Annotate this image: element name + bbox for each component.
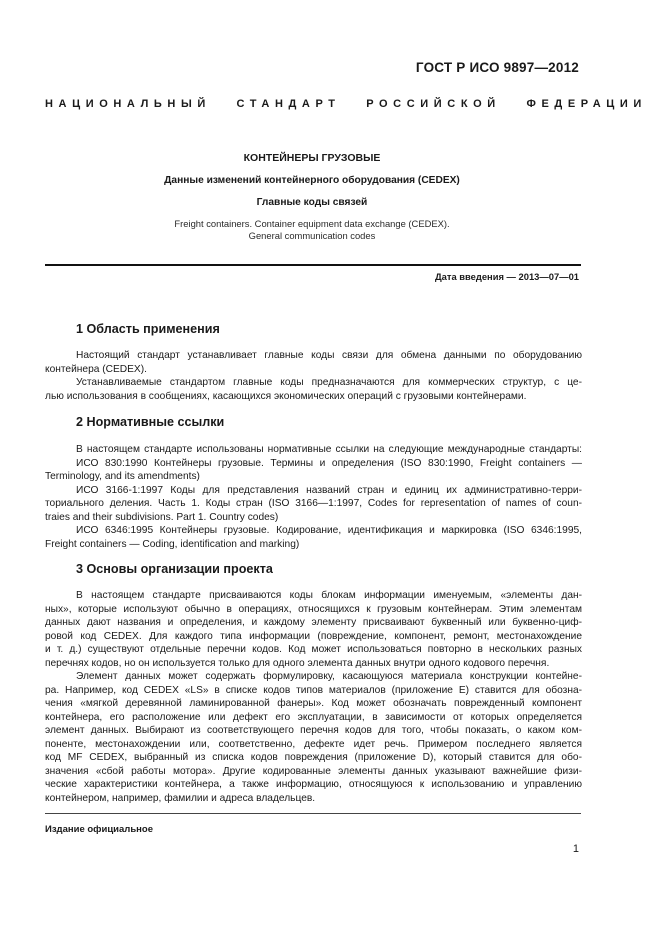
national-standard-heading: НАЦИОНАЛЬНЫЙ СТАНДАРТ РОССИЙСКОЙ ФЕДЕРАЦИИ (45, 98, 647, 110)
introduction-date: Дата введения — 2013—07—01 (434, 271, 579, 282)
text-line: данных дают названия и определения, и каждому элементу присваивают буквенный или буквенно-циф- (45, 617, 582, 628)
footer-divider (45, 813, 581, 814)
text-line: В настоящем стандарте использованы нормативные ссылки на следующие международные стандарты: (76, 444, 582, 455)
text-line: ИСО 3166-1:1997 Коды для представления названий стран и единиц их административно-терри- (76, 484, 582, 496)
section-2-body (45, 443, 582, 551)
section-3-title: 3 Основы организации проекта (76, 562, 273, 576)
title-ru-main: КОНТЕЙНЕРЫ ГРУЗОВЫЕ (243, 152, 381, 164)
text-line: Устанавливаемые стандартом главные коды предназначаются для коммерческих структур, с це- (76, 377, 582, 388)
text-line: В настоящем стандарте присваиваются коды блокам информации именуемым, «элементы дан- (76, 590, 582, 601)
text-line: ИСО 6346:1995 Контейнеры грузовые. Кодирование, идентификация и маркировка (ISO 6346:1995, (76, 525, 582, 536)
text-line: код MF CEDEX, выбранный из списка кодов повреждения (приложение D), который ставится для обо- (45, 752, 582, 763)
text-line: чения «мягкой деревянной ламинированной фанеры». Код может обозначать поврежденный компонент (45, 698, 582, 709)
text-line: контейнера, его расположение или дефект его эксплуатации, в зависимости от которых определяется (45, 711, 582, 723)
section-1-title: 1 Область применения (76, 322, 220, 336)
title-en-line-1: Freight containers. Container equipment data exchange (CEDEX). (174, 218, 450, 229)
title-ru-subtitle-2: Главные коды связей (256, 197, 368, 208)
text-line: значения «сбой работы мотора». Другие кодированные элементы данных указывают важнейшие физи- (45, 765, 582, 777)
text-line: ториального деления. Часть 1. Коды стран (ISO 3166—1:1997, Codes for representation of names of coun- (45, 498, 582, 509)
text-line: лью использования в сообщениях, касающихся экономических операций с грузовыми контейнерами. (45, 390, 527, 402)
text-line: перечнях кодов, но он используется только для одного элемента данных внутри одного кодового перечня. (45, 657, 550, 669)
text-line: ра. Например, код CEDEX «LS» в списке кодов типов материалов (приложение Е) ставится для обозна- (45, 684, 582, 696)
title-ru-subtitle: Данные изменений контейнерного оборудования (CEDEX) (164, 175, 460, 186)
section-3-body (45, 589, 582, 805)
text-line: Terminology, and its amendments) (45, 471, 200, 482)
header-divider (45, 264, 581, 266)
section-2-title: 2 Нормативные ссылки (76, 415, 225, 429)
title-en-line-2: General communication codes (248, 230, 376, 241)
text-line: Настоящий стандарт устанавливает главные коды связи для обмена данными по оборудованию (76, 350, 582, 361)
title-en (45, 218, 579, 242)
text-line: Freight containers — Coding, identification and marking) (45, 538, 300, 550)
text-line: ИСО 830:1990 Контейнеры грузовые. Термины и определения (ISO 830:1990, Freight containers — (76, 457, 582, 469)
text-line: ровой код CEDEX. Для каждого типа информации (повреждение, компонент, ремонт, местонахождение (45, 630, 582, 642)
text-line: и т. д.) существуют отдельные перечни кодов. Код может использоваться повторно в нескольких разных (45, 644, 582, 655)
page-number: 1 (572, 843, 579, 855)
text-line: ных», которые используют обычно в операциях, относящихся к грузовым контейнерам. Этим элементам (45, 603, 582, 615)
text-line: элемент данных. Выбирают из соответствующего перечня кодов для того, чтобы показать, о каком ком- (45, 725, 582, 736)
text-line: Элемент данных может содержать формулировку, касающуюся материала конструкции контейне- (76, 671, 582, 682)
official-edition-label: Издание официальное (45, 824, 153, 835)
text-line: ческие характеристики контейнера, а также информацию, относящуюся к использованию и управлению (45, 779, 582, 790)
text-line: поненте, местонахождении или, соответственно, дефекте идет речь. Примером последнего является (45, 738, 582, 750)
section-1-body (45, 349, 582, 403)
text-line: контейнером, например, фамилии и адреса владельцев. (45, 792, 316, 804)
text-line: контейнера (CEDEX). (45, 363, 147, 375)
document-code: ГОСТ Р ИСО 9897—2012 (415, 60, 579, 75)
text-line: traies and their subdivisions. Part 1. Country codes) (45, 511, 279, 523)
